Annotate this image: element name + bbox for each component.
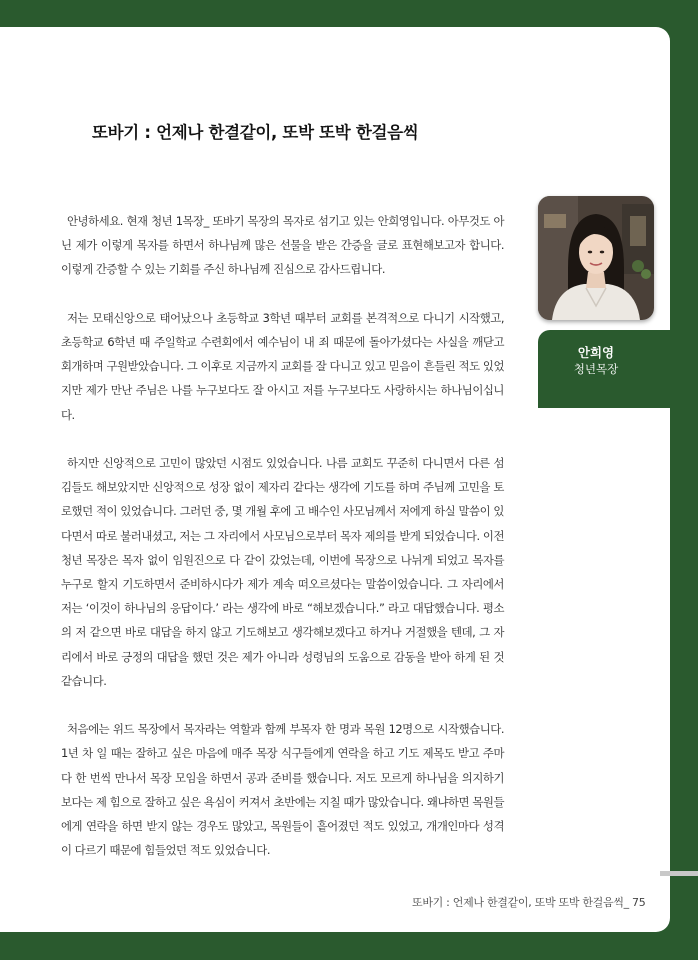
footer-rule bbox=[660, 871, 698, 876]
paragraph: 저는 모태신앙으로 태어났으나 초등학교 3학년 때부터 교회를 본격적으로 다니기 시작했고, 초등학교 6학년 때 주일학교 수련회에서 예수님이 내 죄 때문에 돌아가셨다는 사실을 깨닫고 회개하며 구원받았습니다. 그 이후로 지금까지 교회를 잘 다니고 있고 믿음이 흔들린 적도 있었지만 제가 만난 주님은 나를 누구보다도 잘 아시고 저를 누구보다도 사랑하시는 하나님이십니다. bbox=[61, 310, 504, 422]
article-title: 또바기 : 언제나 한결같이, 또박 또박 한걸음씩 bbox=[92, 123, 419, 142]
article-body bbox=[61, 209, 504, 887]
author-photo bbox=[538, 196, 654, 320]
author-badge bbox=[538, 330, 698, 408]
paragraph: 안녕하세요. 현재 청년 1목장_ 또바기 목장의 목자로 섬기고 있는 안희영입니다. 아무것도 아닌 제가 이렇게 목자를 하면서 하나님께 많은 선물을 받은 간증을 글로 표현해보고자 합니다. 이렇게 간증할 수 있는 기회를 주신 하나님께 진심으로 감사드립니다. bbox=[61, 214, 504, 277]
paragraph: 하지만 신앙적으로 고민이 많았던 시점도 있었습니다. 나름 교회도 꾸준히 다니면서 다른 섬김들도 해보았지만 신앙적으로 성장 없이 제자리 같다는 생각에 기도를 하며 주님께 고민을 토로했던 적이 있었습니다. 그러던 중, 몇 개월 후에 고 배수인 사모님께서 저에게 하실 말씀이 있다면서 따로 불러내셨고, 저는 그 자리에서 사모님으로부터 목자 제의를 받게 되었습니다. 이전 청년 목장은 목자 없이 임원진으로 다 같이 갔었는데, 이번에 목장으로 나뉘게 되었고 목자를 누구로 할지 기도하면서 준비하시다가 제가 계속 떠오르셨다는 말씀이었습니다. 그 자리에서 저는 ‘이것이 하나님의 응답이다.’ 라는 생각에 바로 “해보겠습니다.” 라고 대답했습니다. 평소의 저 같으면 바로 대답을 하지 않고 기도해보고 생각해보겠다고 하거나 거절했을 텐데, 그 자리에서 바로 긍정의 대답을 했던 것은 제가 아니라 성령님의 도움으로 감동을 받아 하게 된 것 같습니다. bbox=[61, 456, 504, 688]
paragraph: 처음에는 위드 목장에서 목자라는 역할과 함께 부목자 한 명과 목원 12명으로 시작했습니다. 1년 차 일 때는 잘하고 싶은 마음에 매주 목장 식구들에게 연락을 하고 기도 제목도 받고 주마다 한 번씩 만나서 목장 모임을 하면서 공과 준비를 했습니다. 저도 모르게 하나님을 의지하기보다는 제 힘으로 잘하고 싶은 욕심이 커져서 초반에는 지칠 때가 많았습니다. 왜냐하면 목원들에게 연락을 하면 받지 않는 경우도 많았고, 목원들이 흩어졌던 적도 있었고, 개개인마다 성격이 다르기 때문에 힘들었던 적도 있었습니다. bbox=[61, 722, 504, 858]
page bbox=[0, 27, 670, 932]
author-name: 안희영 bbox=[577, 345, 615, 360]
page-footer: 또바기 : 언제나 한결같이, 또박 또박 한걸음씩_ 75 bbox=[412, 896, 646, 909]
author-role: 청년목장 bbox=[573, 362, 619, 376]
author-portrait-image bbox=[538, 196, 654, 320]
